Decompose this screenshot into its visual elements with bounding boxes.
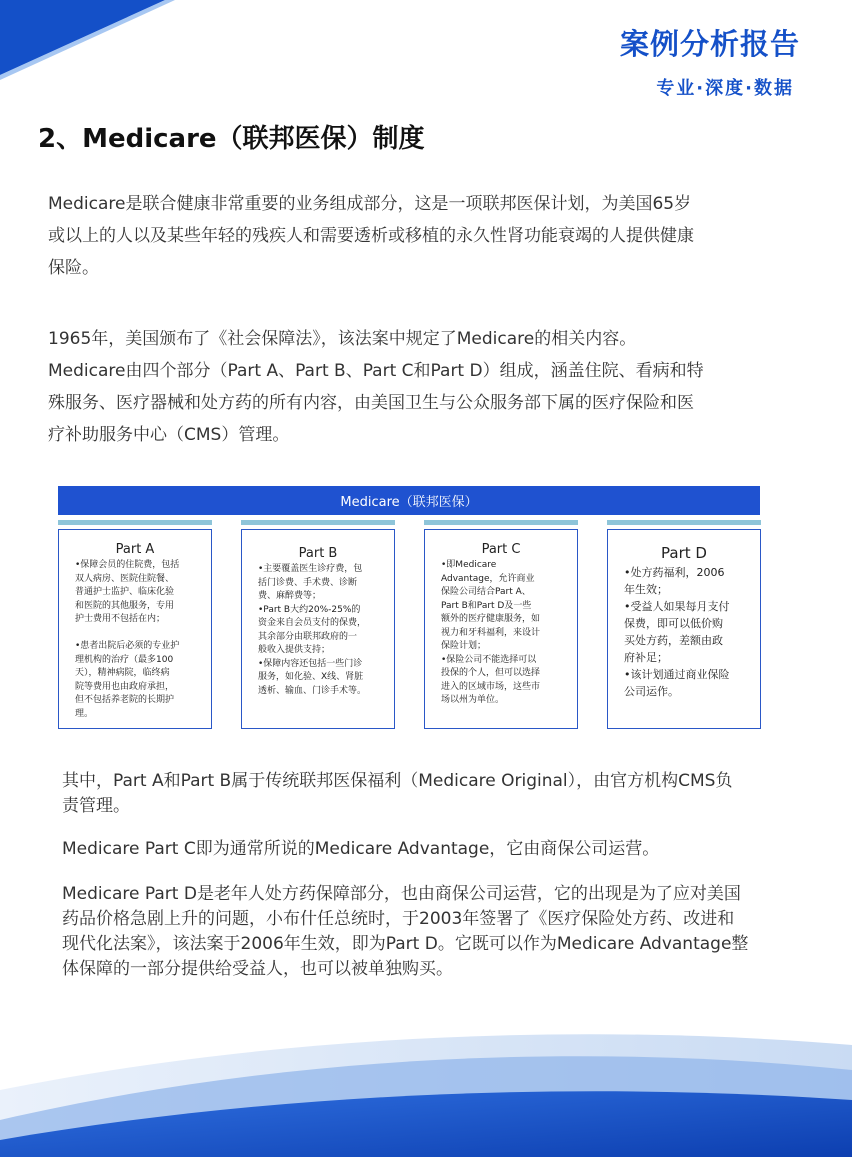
text-line: Part B和Part D及一些 — [441, 600, 532, 611]
part-d-text — [608, 562, 760, 700]
text-line: 现代化法案》，该法案于2006年生效，即为Part D。它既可以作为Medicare Advantage整 — [62, 934, 749, 954]
text-line: 买处方药，差额由政 — [624, 634, 723, 647]
text-line: •保险公司不能选择可以 — [441, 654, 537, 665]
part-c-paragraph — [62, 837, 812, 862]
text-line: 1965年，美国颁布了《社会保障法》，该法案中规定了Medicare的相关内容。 — [48, 329, 637, 349]
text-line: 殊服务、医疗器械和处方药的所有内容，由美国卫生与公众服务部下属的医疗保险和医 — [48, 393, 694, 413]
text-line: 天），精神病院，临终病 — [75, 668, 170, 678]
text-line: 普通护士监护、临床化验 — [75, 587, 175, 597]
text-line: •该计划通过商业保险 — [624, 668, 730, 681]
text-line: 药品价格急剧上升的问题，小布什任总统时，于2003年签署了《医疗保险处方药、改进和 — [62, 909, 735, 929]
text-line: 但不包括养老院的长期护 — [75, 695, 175, 705]
corner-decoration — [0, 0, 220, 80]
text-line: •即Medicare — [441, 560, 497, 570]
text-line: 进入的区域市场，这些市 — [441, 681, 541, 692]
text-line: •保障会员的住院费，包括 — [75, 560, 180, 570]
text-line: 其中，Part A和Part B属于传统联邦医保福利（Medicare Original），由官方机构CMS负 — [62, 771, 733, 791]
diagram-title-bar — [58, 486, 760, 515]
part-c-text — [425, 557, 577, 708]
text-line: •Part B大约20%-25%的 — [258, 604, 361, 615]
history-paragraph — [48, 323, 768, 451]
part-b-text — [242, 561, 394, 698]
text-line: •受益人如果每月支付 — [624, 600, 730, 613]
part-b-cap — [241, 520, 395, 525]
text-line: 理机构的治疗（最多100 — [75, 654, 174, 665]
text-line: 般收入提供支持； — [258, 645, 331, 655]
text-line: Medicare Part D是老年人处方药保障部分，也由商保公司运营，它的出现是为了应对美国 — [62, 884, 741, 904]
part-a-text — [59, 557, 211, 721]
part-d-title: Part D — [661, 544, 707, 562]
spacer-line — [75, 627, 211, 641]
text-line: 府补足； — [624, 651, 668, 664]
text-line: Medicare由四个部分（Part A、Part B、Part C和Part D）组成，涵盖住院、看病和特 — [48, 361, 704, 381]
text-line: 双人病房、医院住院餐、 — [75, 573, 175, 584]
part-b-title: Part B — [298, 546, 338, 561]
text-line: 保费，即可以低价购 — [624, 617, 723, 630]
text-line: •主要覆盖医生诊疗费，包 — [258, 564, 363, 574]
bottom-wave-decoration — [0, 1000, 852, 1157]
part-b-box — [241, 529, 395, 729]
part-d-box — [607, 529, 761, 729]
text-line: 费、麻醉费等； — [258, 591, 322, 601]
text-line: 疗补助服务中心（CMS）管理。 — [48, 425, 290, 445]
section-heading: 2、Medicare（联邦医保）制度 — [38, 124, 425, 154]
diagram-title: Medicare（联邦医保） — [340, 495, 478, 510]
text-line: 保险公司结合Part A、 — [441, 587, 531, 597]
text-line: 服务，如化验、X线、肾脏 — [258, 672, 364, 682]
text-line: Medicare是联合健康非常重要的业务组成部分，这是一项联邦医保计划，为美国65岁 — [48, 194, 692, 214]
text-line: 投保的个人，但可以选择 — [441, 668, 541, 678]
text-line: 体保障的一部分提供给受益人，也可以被单独购买。 — [62, 959, 453, 979]
brand-subtitle: 专业·深度·数据 — [656, 78, 794, 99]
part-a-title: Part A — [115, 542, 155, 557]
part-d-cap — [607, 520, 761, 525]
part-a-box — [58, 529, 212, 729]
text-line: 视力和牙科福利，来设计 — [441, 627, 541, 638]
text-line: 透析、输血、门诊手术等。 — [258, 685, 367, 696]
part-c-cap — [424, 520, 578, 525]
text-line: Medicare Part C即为通常所说的Medicare Advantage，它由商保公司运营。 — [62, 839, 660, 859]
text-line: 额外的医疗健康服务，如 — [441, 614, 541, 624]
brand-title: 案例分析报告 — [619, 27, 800, 61]
part-c-title: Part C — [481, 542, 521, 557]
text-line: •保障内容还包括一些门诊 — [258, 658, 363, 669]
text-line: 场以州为单位。 — [441, 695, 505, 705]
text-line: 或以上的人以及某些年轻的残疾人和需要透析或移植的永久性肾功能衰竭的人提供健康 — [48, 226, 694, 246]
text-line: •处方药福利，2006 — [624, 566, 725, 579]
part-a-cap — [58, 520, 212, 525]
text-line: 责管理。 — [62, 796, 130, 816]
text-line: 院等费用也由政府承担， — [75, 681, 175, 692]
text-line: 其余部分由联邦政府的一 — [258, 631, 358, 642]
text-line: 公司运作。 — [624, 685, 679, 698]
text-line: 括门诊费、手术费、诊断 — [258, 577, 358, 588]
text-line: 保险计划； — [441, 641, 487, 651]
text-line: •患者出院后必须的专业护 — [75, 641, 180, 651]
intro-paragraph — [48, 188, 768, 284]
original-medicare-paragraph — [62, 769, 812, 819]
text-line: 和医院的其他服务，专用 — [75, 600, 175, 611]
text-line: 护士费用不包括在内； — [75, 614, 166, 624]
text-line: Advantage，允许商业 — [441, 573, 535, 584]
part-d-paragraph — [62, 882, 812, 982]
text-line: 资金来自会员支付的保费， — [258, 618, 367, 628]
text-line: 保险。 — [48, 258, 99, 278]
text-line: 理。 — [75, 708, 94, 719]
part-c-box — [424, 529, 578, 729]
text-line: 年生效； — [624, 583, 668, 596]
